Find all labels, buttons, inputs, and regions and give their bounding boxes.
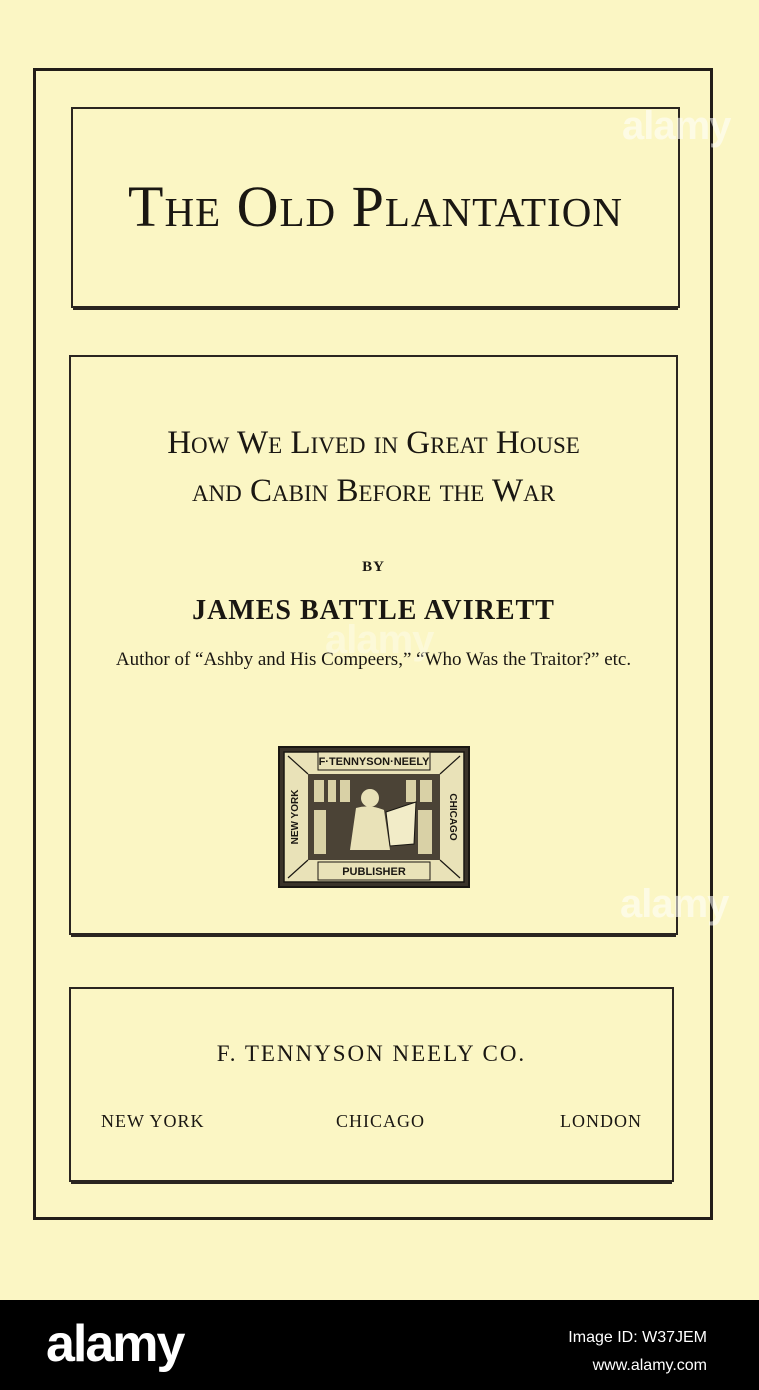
author-name: JAMES BATTLE AVIRETT — [192, 595, 555, 626]
stock-footer — [0, 1300, 759, 1390]
publisher-panel — [69, 987, 674, 1182]
author-other-works: Author of “Ashby and His Compeers,” “Who Was the Traitor?” etc. — [115, 649, 632, 670]
by-label: BY — [362, 559, 385, 575]
publisher-mark-left: NEW YORK — [290, 789, 301, 845]
subtitle-line-2: and Cabin Before the War — [191, 473, 556, 509]
publisher-mark-top: F·TENNYSON·NEELY — [318, 756, 430, 768]
city-new-york: NEW YORK — [101, 1111, 205, 1131]
image-info — [568, 1324, 707, 1380]
city-london: LONDON — [560, 1111, 642, 1131]
alamy-logo: alamy — [46, 1315, 184, 1373]
city-chicago: CHICAGO — [336, 1111, 426, 1131]
publisher-name: F. TENNYSON NEELY CO. — [216, 1041, 527, 1066]
publisher-mark-bottom: PUBLISHER — [342, 866, 406, 878]
publisher-mark-right: CHICAGO — [447, 793, 458, 841]
subtitle-line-1: How We Lived in Great House — [167, 425, 580, 461]
image-id: Image ID: W37JEM — [568, 1329, 707, 1346]
watermark: alamy — [325, 618, 434, 662]
watermark: alamy — [620, 882, 729, 926]
title-panel — [71, 107, 680, 308]
watermark: alamy — [622, 104, 731, 148]
publisher-mark-icon — [278, 746, 470, 888]
book-title: The Old Plantation — [128, 174, 623, 239]
site-url: www.alamy.com — [592, 1357, 707, 1374]
book-subtitle — [71, 419, 676, 515]
